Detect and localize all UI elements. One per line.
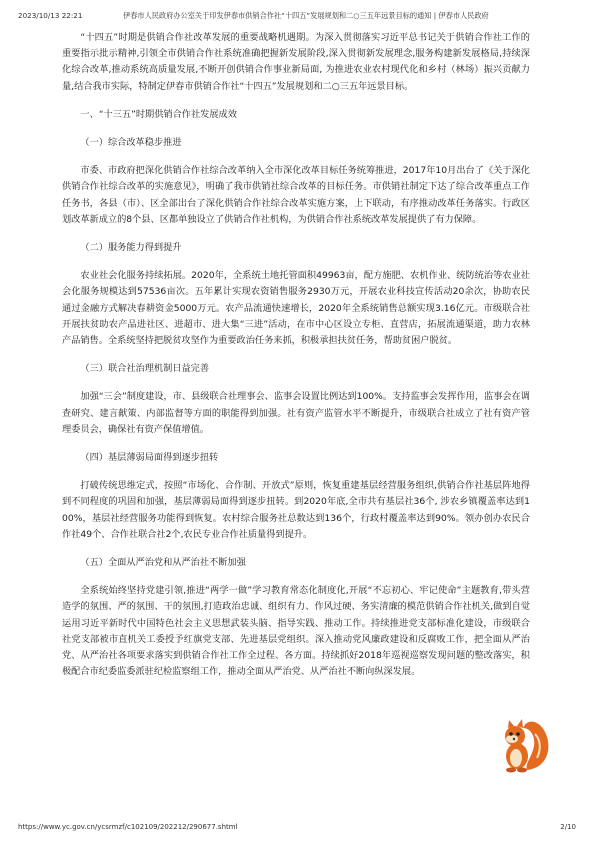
body-paragraph: 打破传统思维定式，按照“市场化、合作制、开放式”原则，恢复重建基层经营服务组织,供销合作社基层阵地得到不同程度的巩固和加强，基层薄弱局面得到逐步扭转。到2020年底,全市共有基层社36个, 涉农乡镇覆盖率达到100%，基层社经营服务功能得到恢复。农村综合服务社总数达到136个，行政村覆盖率达到90%。领办创办农民合作社49个、合作社联合社2个,农民专业合作社质量得到提升。 — [62, 480, 530, 540]
squirrel-mascot-icon — [497, 712, 553, 774]
section-heading: 一、“十三五”时期供销合作社发展成效 — [80, 108, 237, 120]
body-paragraph: 全系统始终坚持党建引领,推进“两学一做”学习教育常态化制度化,开展“不忘初心、牢记使命”主题教育,带头营造学的氛围、严的氛围、干的氛围,打造政治忠诚、组织有力、作风过硬、务实清廉的模范供销合作社机关,做到自觉运用习近平新时代中国特色社会主义思想武装头脑、指导实践、推动工作。持续推进党支部标准化建设，市级联合社党支部被市直机关工委授予红旗党支部、先进基层党组织。深入推动党风廉政建设和反腐败工作，把全面从严治党、从严治社各项要求落实到供销合作社工作全过程、各方面。持续抓好2018年巡视巡察发现问题的整改落实，积极配合市纪委监委派驻纪检监察组工作，推动全面从严治党、从严治社不断向纵深发展。 — [62, 585, 530, 678]
subsection-heading: （一）综合改革稳步推进 — [80, 137, 182, 149]
page-number: 2/10 — [560, 823, 576, 831]
page-url: https://www.yc.gov.cn/ycsrmzf/c102109/202212/290677.shtml — [18, 823, 238, 831]
subsection-heading: （五）全面从严治党和从严治社不断加强 — [80, 557, 246, 569]
print-header — [18, 11, 576, 23]
print-page-title: 伊春市人民政府办公室关于印发伊春市供销合作社“十四五”发展规划和二○三五年远景目标的通知 | 伊春市人民政府 — [123, 11, 489, 20]
body-paragraph: 加强“三会”制度建设，市、县级联合社理事会、监事会设置比例达到100%。支持监事会发挥作用，监事会在调查研究、建言献策、内部监督等方面的职能得到加强。社有资产监管水平不断提升，市级联合社成立了社有资产管理委员会，确保社有资产保值增值。 — [62, 391, 530, 435]
article-body — [62, 30, 530, 681]
print-footer — [18, 823, 576, 835]
intro-paragraph: “十四五”时期是供销合作社改革发展的重要战略机遇期。为深入贯彻落实习近平总书记关于供销合作社工作的重要指示批示精神,引领全市供销合作社系统准确把握新发展阶段,深入贯彻新发展理念,服务构建新发展格局,持续深化综合改革,推动系统高质量发展,不断开创供销合作事业新局面, 为推进农业农村现代化和乡村（林场）振兴贡献力量,结合我市实际，特制定伊春市供销合作社“十四五”发展规划和二○三五年远景目标。 — [62, 32, 530, 92]
print-datetime: 2023/10/13 22:21 — [18, 11, 83, 20]
subsection-heading: （二）服务能力得到提升 — [80, 242, 182, 254]
body-paragraph: 农业社会化服务持续拓展。2020年，全系统土地托管面积49963亩，配方施肥、农机作业、统防统治等农业社会化服务规模达到57536亩次。五年累计实现农资销售服务2930万元，开展农业科技宣传活动20余次，协助农民通过金融方式解决春耕资金5000万元。农产品流通快速增长，2020年全系统销售总额实现3.16亿元。市级联合社开展扶贫助农产品进社区、进超市、进大集“三进”活动，在市中心区设立专柜、直营店，拓展流通渠道，助力农林产品销售。全系统坚持把脱贫攻坚作为重要政治任务来抓，积极承担扶贫任务，帮助贫困户脱贫。 — [62, 270, 530, 347]
subsection-heading: （三）联合社治理机制日益完善 — [80, 363, 210, 375]
body-paragraph: 市委、市政府把深化供销合作社综合改革纳入全市深化改革目标任务统筹推进，2017年10月出台了《关于深化供销合作社综合改革的实施意见》，明确了我市供销社综合改革的目标任务。市供销社制定下达了综合改革重点工作任务书，各县（市）、区全部出台了深化供销合作社综合改革实施方案，上下联动，有序推动改革任务落实。行政区划改革新成立的8个县、区都单独设立了供销合作社机构，为供销合作社系统改革发展提供了有力保障。 — [62, 165, 530, 225]
subsection-heading: （四）基层薄弱局面得到逐步扭转 — [80, 452, 219, 464]
